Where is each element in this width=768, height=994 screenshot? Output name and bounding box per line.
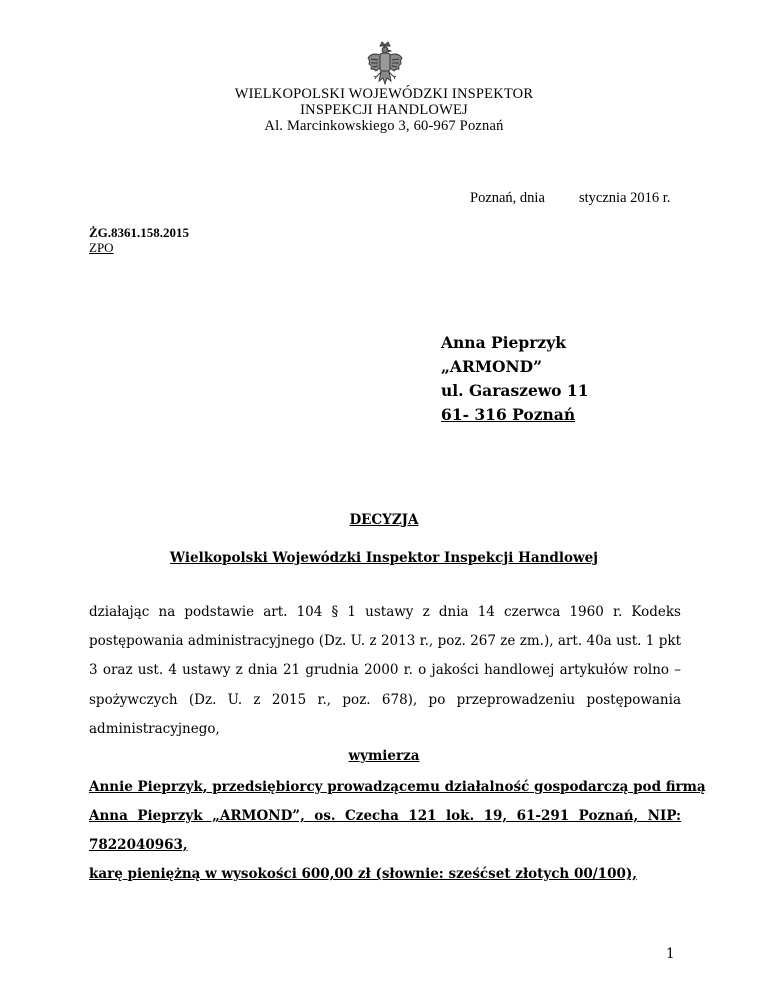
case-reference	[89, 225, 189, 255]
party-line: Anna Pieprzyk „ARMOND”, os. Czecha 121 lok. 19, 61-291 Poznań, NIP:	[89, 808, 681, 824]
penalty-line: karę pieniężną w wysokości 600,00 zł (słownie: sześćset złotych 00/100),	[89, 866, 637, 882]
body-line: administracyjnego,	[89, 721, 220, 737]
imposes-heading: wymierza	[348, 748, 420, 764]
case-signature: ŻG.8361.158.2015	[89, 225, 190, 240]
body-line: postępowania administracyjnego (Dz. U. z 2013 r., poz. 267 ze zm.), art. 40a ust. 1 pkt	[89, 633, 681, 649]
page-number: 1	[666, 946, 675, 962]
party-line: 7822040963,	[89, 837, 188, 853]
addressee-street: ul. Garaszewo 11	[441, 381, 589, 400]
addressee-company: „ARMOND”	[441, 357, 543, 376]
party-line: Annie Pieprzyk, przedsiębiorcy prowadzącemu działalność gospodarczą pod firmą	[89, 779, 706, 795]
body-line: 3 oraz ust. 4 ustawy z dnia 21 grudnia 2000 r. o jakości handlowej artykułów rolno –	[89, 662, 681, 678]
decision-title: DECYZJA	[349, 512, 419, 528]
polish-eagle-emblem-icon	[366, 40, 404, 88]
issuer-address: Al. Marcinkowskiego 3, 60-967 Poznań	[264, 118, 504, 134]
issuer-header	[0, 86, 768, 134]
issuer-name: WIELKOPOLSKI WOJEWÓDZKI INSPEKTOR	[234, 86, 534, 102]
body-line: spożywczych (Dz. U. z 2015 r., poz. 678), po przeprowadzeniu postępowania	[89, 692, 681, 708]
addressee-block	[441, 331, 588, 427]
addressee-city: 61- 316 Poznań	[441, 405, 576, 424]
date-value: stycznia 2016 r.	[579, 190, 671, 206]
addressee-name: Anna Pieprzyk	[441, 333, 566, 352]
delivery-mark: ZPO	[89, 240, 114, 255]
date-place: Poznań, dnia	[470, 190, 545, 206]
issuer-subname: INSPEKCJI HANDLOWEJ	[300, 102, 468, 118]
decision-authority: Wielkopolski Wojewódzki Inspektor Inspekcji Handlowej	[169, 550, 599, 566]
body-line: działając na podstawie art. 104 § 1 ustawy z dnia 14 czerwca 1960 r. Kodeks	[89, 604, 681, 620]
